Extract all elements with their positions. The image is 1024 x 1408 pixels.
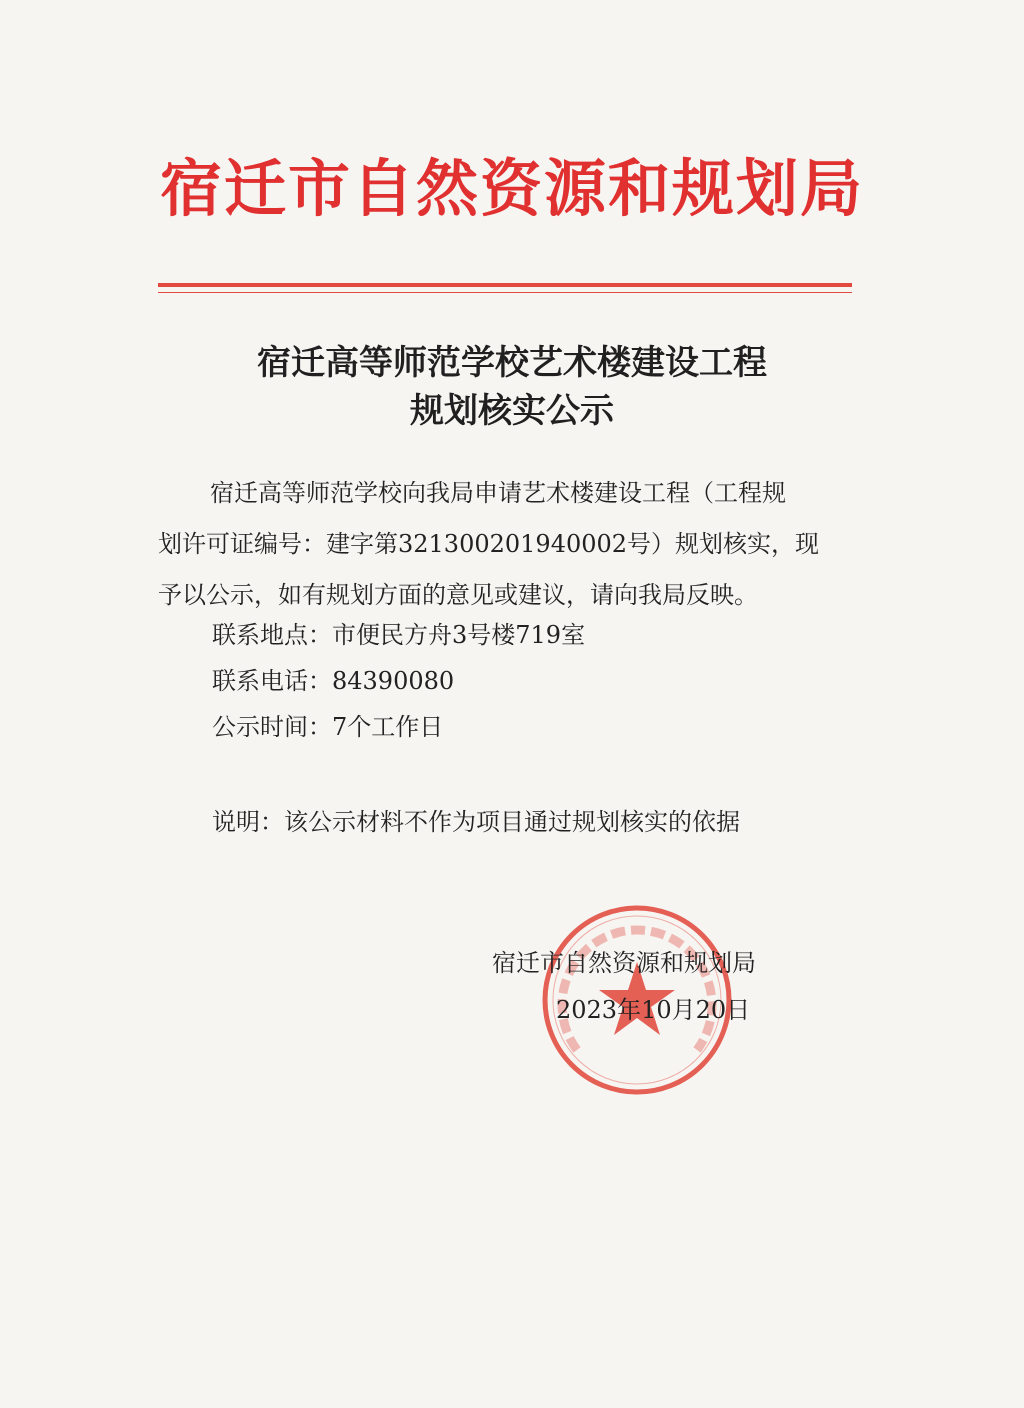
body-line-1: 宿迁高等师范学校向我局申请艺术楼建设工程（工程规: [210, 479, 786, 507]
signature-org: 宿迁市自然资源和规划局: [492, 949, 756, 977]
remark-text: 说明：该公示材料不作为项目通过规划核实的依据: [212, 808, 740, 836]
header-rule-thin: [158, 292, 852, 293]
notice-title-line2: 规划核实公示: [410, 391, 614, 431]
contact-address: 联系地点：市便民方舟3号楼719室: [212, 621, 586, 649]
contact-phone: 联系电话：84390080: [212, 667, 455, 695]
org-header-title: 宿迁市自然资源和规划局: [159, 152, 864, 225]
body-line-3: 予以公示，如有规划方面的意见或建议，请向我局反映。: [158, 581, 758, 609]
notice-title-line1: 宿迁高等师范学校艺术楼建设工程: [257, 343, 767, 383]
publicity-period: 公示时间：7个工作日: [212, 713, 444, 741]
notice-body: [158, 468, 858, 621]
signature-date: 2023年10月20日: [556, 996, 751, 1024]
body-line-2: 划许可证编号：建字第321300201940002号）规划核实，现: [158, 530, 820, 558]
header-rule-thick: [158, 283, 852, 287]
